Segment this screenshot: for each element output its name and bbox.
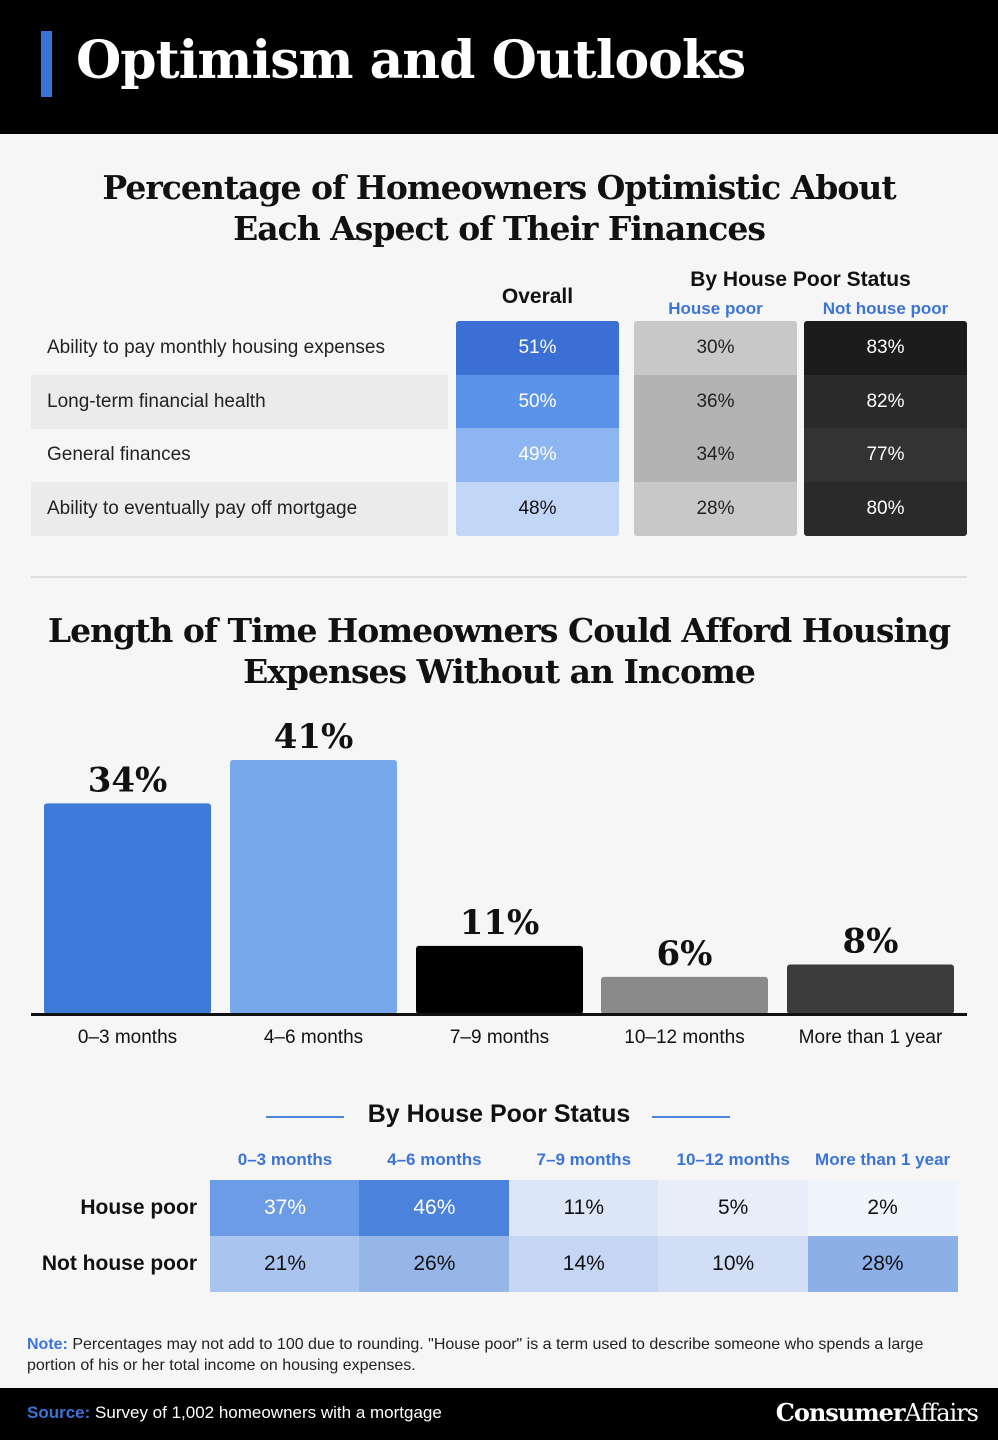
status-cell: 37% <box>210 1180 360 1236</box>
status-cell: 5% <box>658 1180 808 1236</box>
bar-value-label: 11% <box>459 902 540 943</box>
status-cell: 26% <box>359 1236 509 1292</box>
status-table-title: By House Poor Status <box>367 1100 631 1128</box>
overall-cell: 49% <box>456 428 619 482</box>
house-poor-cell: 34% <box>634 428 797 482</box>
bar-category-label: 4–6 months <box>263 1027 364 1048</box>
note-text: Percentages may not add to 100 due to rounding. "House poor" is a term used to describe someone who spends a large portion of his or her total income on housing expenses. <box>27 1336 924 1374</box>
status-column-header: 10–12 months <box>676 1150 790 1169</box>
header-banner <box>0 0 998 134</box>
status-cell: 10% <box>658 1236 808 1292</box>
bar-category-label: 10–12 months <box>624 1027 745 1048</box>
bar <box>44 803 211 1014</box>
bar <box>787 964 954 1014</box>
not-house-poor-cell: 82% <box>804 375 967 429</box>
overall-cell: 48% <box>456 482 619 536</box>
bar-value-label: 6% <box>656 933 713 974</box>
status-column-header: 7–9 months <box>536 1150 632 1169</box>
overall-cell: 50% <box>456 375 619 429</box>
status-column-header: More than 1 year <box>815 1150 951 1169</box>
bar <box>416 946 583 1014</box>
status-cell: 46% <box>359 1180 509 1236</box>
bar-chart-title-line1: Length of Time Homeowners Could Afford Housing <box>47 611 951 650</box>
optimism-row-label: Ability to pay monthly housing expenses <box>47 337 385 358</box>
bar <box>601 977 768 1014</box>
status-cell: 14% <box>509 1236 659 1292</box>
logo-bold-part: Consumer <box>775 1398 905 1427</box>
source-text: Survey of 1,002 homeowners with a mortgage <box>95 1403 442 1422</box>
overall-cell: 51% <box>456 321 619 375</box>
bar-chart-title <box>0 610 998 692</box>
footnote <box>27 1334 967 1376</box>
not-house-poor-cell: 80% <box>804 482 967 536</box>
note-label: Note: <box>27 1336 68 1353</box>
source-line <box>27 1403 442 1423</box>
optimism-title-line1: Percentage of Homeowners Optimistic About <box>102 168 896 207</box>
logo-light-part: Affairs <box>904 1399 978 1427</box>
status-cell: 28% <box>808 1236 958 1292</box>
optimism-title-line2: Each Aspect of Their Finances <box>233 209 765 248</box>
source-label: Source: <box>27 1403 91 1422</box>
house-poor-cell: 28% <box>634 482 797 536</box>
optimism-row-label: General finances <box>47 444 191 465</box>
bar <box>230 760 397 1014</box>
status-row-label: Not house poor <box>41 1252 197 1275</box>
status-column-header: 0–3 months <box>237 1150 333 1169</box>
house-poor-column-header: House poor <box>668 299 763 318</box>
overall-column-header: Overall <box>501 285 574 308</box>
house-poor-cell: 36% <box>634 375 797 429</box>
not-house-poor-column-header: Not house poor <box>822 299 949 318</box>
section-divider <box>31 576 967 578</box>
bar-category-label: 0–3 months <box>77 1027 178 1048</box>
page-title: Optimism and Outlooks <box>76 30 746 91</box>
not-house-poor-cell: 77% <box>804 428 967 482</box>
x-axis-line <box>31 1013 967 1016</box>
bar-value-label: 34% <box>87 760 168 801</box>
house-poor-status-header: By House Poor Status <box>690 268 911 291</box>
house-poor-cell: 30% <box>634 321 797 375</box>
optimism-row-label: Long-term financial health <box>31 375 448 429</box>
status-cell: 2% <box>808 1180 958 1236</box>
status-cell: 21% <box>210 1236 360 1292</box>
optimism-table-title <box>0 167 998 249</box>
bar-value-label: 8% <box>842 921 899 962</box>
optimism-row-label: Ability to eventually pay off mortgage <box>31 482 448 536</box>
header-accent-bar <box>41 31 52 97</box>
bar-category-label: 7–9 months <box>449 1027 550 1048</box>
footer-bar <box>0 1388 998 1440</box>
not-house-poor-cell: 83% <box>804 321 967 375</box>
bar-value-label: 41% <box>273 717 354 757</box>
status-column-header: 4–6 months <box>387 1150 482 1169</box>
status-row-label: House poor <box>80 1196 197 1219</box>
bar-category-label: More than 1 year <box>798 1027 943 1048</box>
consumeraffairs-logo <box>776 1398 978 1427</box>
status-title-line-right <box>652 1116 730 1118</box>
bar-chart <box>0 700 998 1060</box>
status-cell: 11% <box>509 1180 659 1236</box>
bar-chart-title-line2: Expenses Without an Income <box>243 652 755 691</box>
